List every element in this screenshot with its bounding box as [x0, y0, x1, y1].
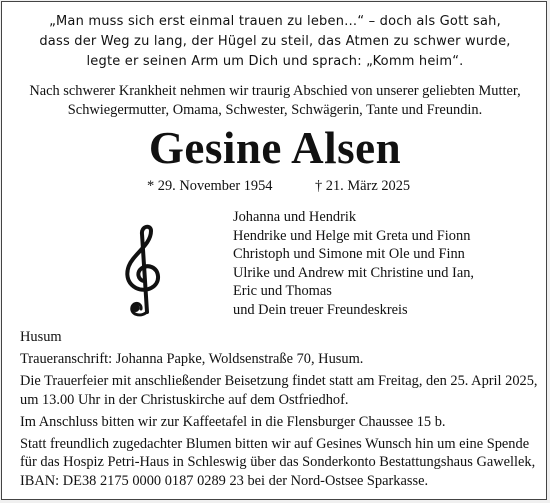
mourning-address: Traueranschrift: Johanna Papke, Woldsenstraße 70, Husum. [20, 351, 364, 367]
birth-date: * 29. November 1954 [147, 178, 273, 194]
mourners-list [233, 208, 474, 319]
deceased-name: Gesine Alsen [148, 123, 402, 173]
death-date: † 21. März 2025 [315, 178, 411, 194]
funeral-info [20, 372, 538, 409]
mourner-line: Christoph und Simone mit Ole und Finn [233, 246, 465, 262]
intro-text [2, 82, 548, 120]
funeral-line-1: Die Trauerfeier mit anschließender Beisetzung findet statt am Freitag, den 25. April 2025, [20, 373, 538, 389]
place: Husum [20, 329, 62, 345]
poem [2, 12, 548, 72]
donation-line-3: IBAN: DE38 2175 0000 0187 0289 23 bei der Nord-Ostsee Sparkasse. [20, 472, 429, 489]
donation-line-1: Statt freundlich zugedachter Blumen bitten wir auf Gesines Wunsch hin um eine Spende [20, 435, 530, 452]
poem-line-2: dass der Weg zu lang, der Hügel zu steil, das Atmen zu schwer wurde, [39, 34, 511, 49]
obituary-notice [1, 1, 547, 500]
poem-line-1: „Man muss sich erst einmal trauen zu leben…“ – doch als Gott sah, [49, 14, 501, 29]
mourner-line: Eric und Thomas [233, 283, 332, 299]
mourner-line: Johanna und Hendrik [233, 209, 357, 225]
intro-line-1: Nach schwerer Krankheit nehmen wir traurig Abschied von unserer geliebten Mutter, [29, 83, 521, 99]
mourner-line: und Dein treuer Freundeskreis [233, 301, 408, 318]
mourner-line: Ulrike und Andrew mit Christine und Ian, [233, 264, 475, 281]
donation-info [20, 435, 538, 491]
treble-clef-icon [120, 222, 168, 320]
intro-line-2: Schwiegermutter, Omama, Schwester, Schwägerin, Tante und Freundin. [67, 102, 483, 118]
mourner-line: Hendrike und Helge mit Greta und Fionn [233, 227, 471, 244]
funeral-line-2: um 13.00 Uhr in der Christuskirche auf dem Ostfriedhof. [20, 391, 349, 408]
notice-details [20, 328, 538, 494]
donation-line-2: für das Hospiz Petri-Haus in Schleswig über das Sonderkonto Bestattungshaus Gawellek, [20, 454, 536, 470]
coffee-info: Im Anschluss bitten wir zur Kaffeetafel in die Flensburger Chaussee 15 b. [20, 413, 446, 430]
poem-line-3: legte er seinen Arm um Dich und sprach: „Komm heim“. [86, 54, 464, 69]
